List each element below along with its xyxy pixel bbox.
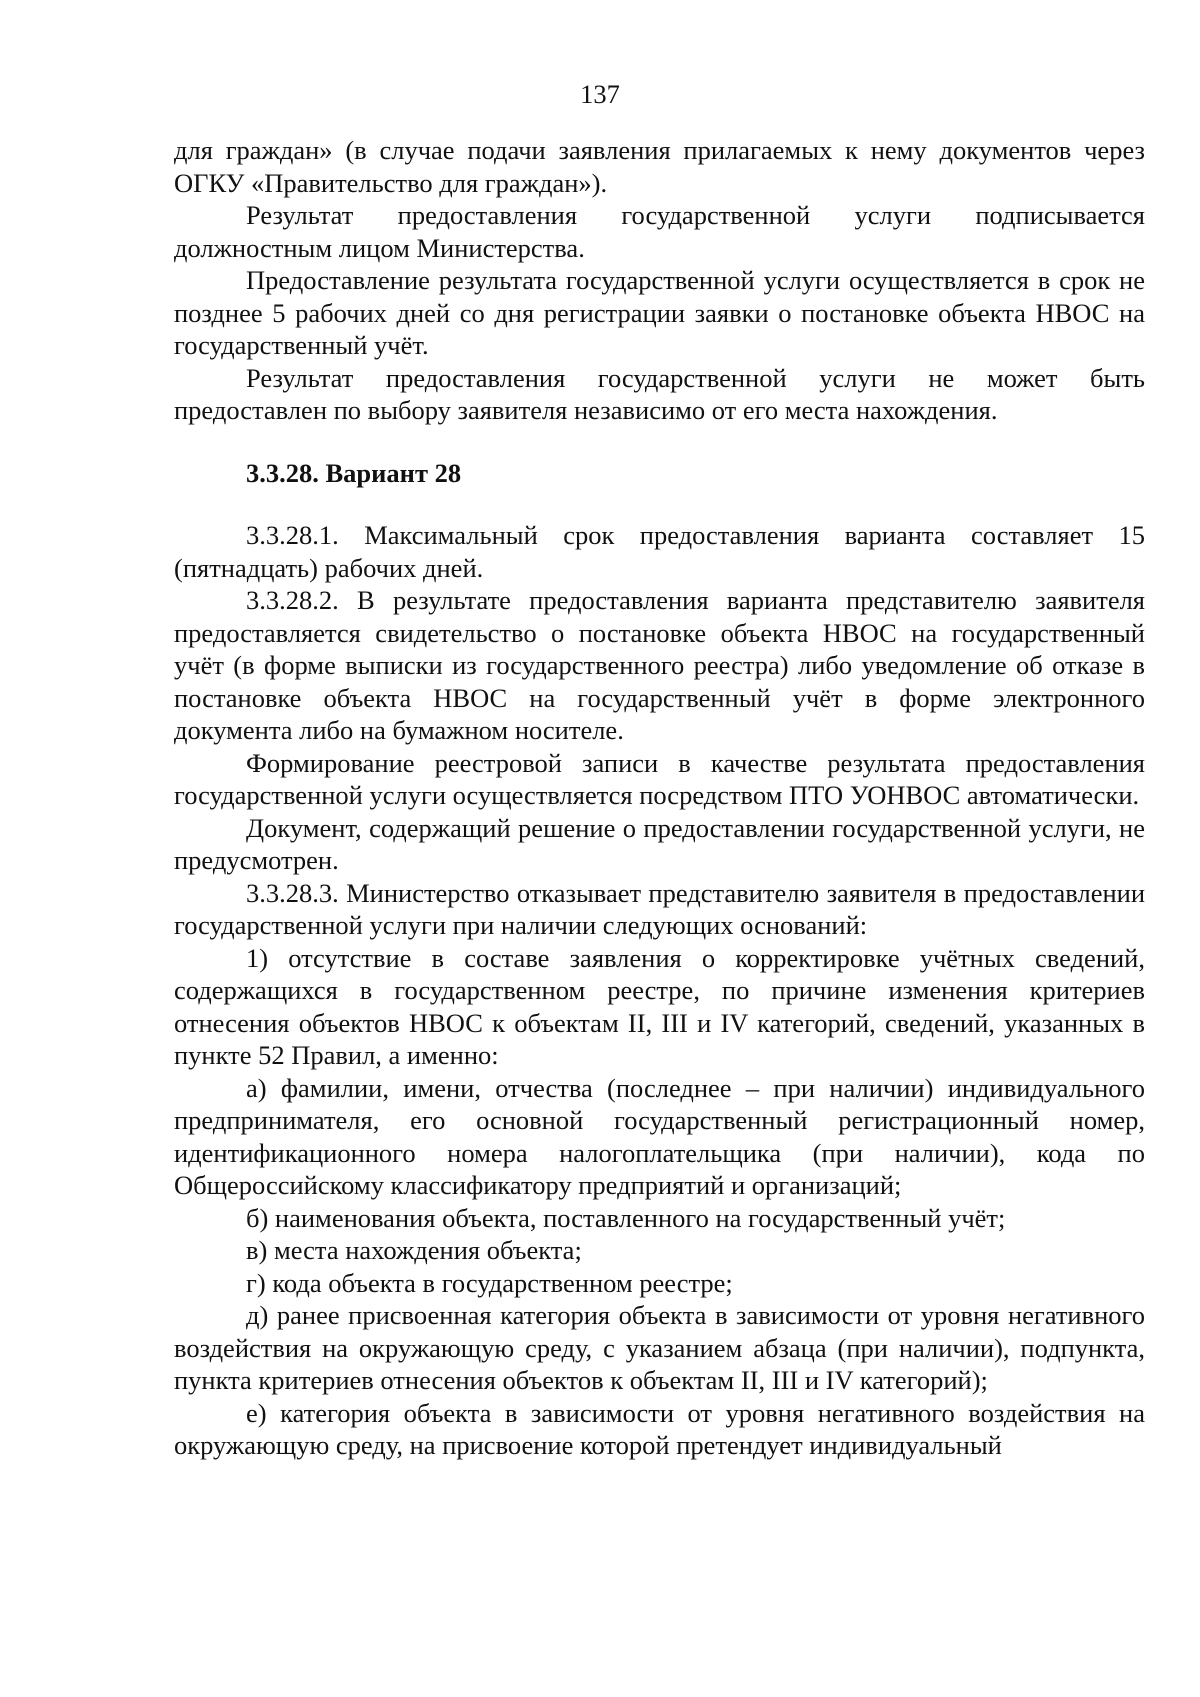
list-item-1: 1) отсутствие в составе заявления о корректировке учётных сведений, содержащихся в государственном реестре, по причине изменения критериев отнесения объектов НВОС к объектам II, III и IV категорий, сведений, указанных в пункте 52 Правил, а именно: [174, 942, 1145, 1070]
paragraph-3-3-28-3: 3.3.28.3. Министерство отказывает представителю заявителя в предоставлении государственной услуги при наличии следующих оснований: [174, 877, 1145, 940]
page-number: 137 [580, 79, 620, 109]
paragraph-result-signature: Результат предоставления государственной услуги подписывается должностным лицом Министерства. [174, 200, 1145, 263]
paragraph-continuation: для граждан» (в случае подачи заявления прилагаемых к нему документов через ОГКУ «Правительство для граждан»). [174, 135, 1145, 198]
document-body [174, 134, 1145, 1462]
paragraph-3-3-28-2: 3.3.28.2. В результате предоставления варианта представителю заявителя предоставляется свидетельство о постановке объекта НВОС на государственный учёт (в форме выписки из государственного реестра) либо уведомление об отказе в постановке объекта НВОС на государственный учёт в форме электронного документа либо на бумажном носителе. [174, 585, 1145, 745]
list-item-e: е) категория объекта в зависимости от уровня негативного воздействия на окружающую среду, на присвоение которой претендует индивидуальный [174, 1397, 1145, 1460]
paragraph-decision-document: Документ, содержащий решение о предоставлении государственной услуги, не предусмотрен. [174, 812, 1145, 875]
list-item-b: б) наименования объекта, поставленного на государственный учёт; [246, 1202, 1006, 1233]
list-item-a: а) фамилии, имени, отчества (последнее – при наличии) индивидуального предпринимателя, его основной государственный регистрационный номер, идентификационного номера налогоплательщика (при наличии), кода по Общероссийскому классификатору предприятий и организаций; [174, 1072, 1145, 1200]
paragraph-registry-record: Формирование реестровой записи в качестве результата предоставления государственной услуги осуществляется посредством ПТО УОНВОС автоматически. [174, 747, 1145, 810]
paragraph-result-location: Результат предоставления государственной услуги не может быть предоставлен по выбору заявителя независимо от его места нахождения. [174, 362, 1145, 425]
list-item-g: г) кода объекта в государственном реестре; [246, 1267, 733, 1298]
list-item-d: д) ранее присвоенная категория объекта в зависимости от уровня негативного воздействия на окружающую среду, с указанием абзаца (при наличии), подпункта, пункта критериев отнесения объектов к объектам II, III и IV категорий); [174, 1300, 1145, 1395]
list-item-v: в) места нахождения объекта; [246, 1235, 582, 1265]
paragraph-result-deadline: Предоставление результата государственной услуги осуществляется в срок не позднее 5 рабочих дней со дня регистрации заявки о постановке объекта НВОС на государственный учёт. [174, 265, 1145, 360]
paragraph-3-3-28-1: 3.3.28.1. Максимальный срок предоставления варианта составляет 15 (пятнадцать) рабочих дней. [174, 520, 1145, 583]
section-heading: 3.3.28. Вариант 28 [246, 457, 462, 488]
